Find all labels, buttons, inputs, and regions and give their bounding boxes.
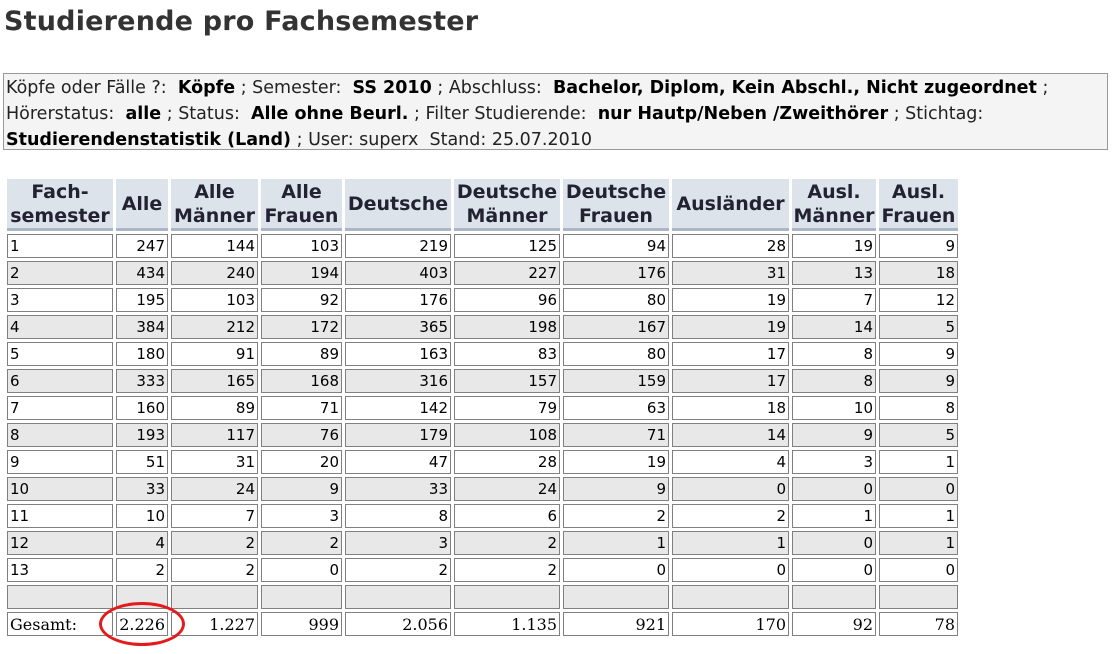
empty-cell <box>563 585 669 609</box>
table-row <box>7 558 958 582</box>
value-cell: 94 <box>563 234 669 258</box>
column-header-line: Alle <box>194 180 235 203</box>
value-cell: 434 <box>116 261 168 285</box>
value-cell: 9 <box>563 477 669 501</box>
value-cell: 4 <box>116 531 168 555</box>
value-cell: 24 <box>454 477 560 501</box>
semester-cell: 13 <box>7 558 113 582</box>
table-row <box>7 531 958 555</box>
value-cell: 103 <box>171 288 258 312</box>
students-table <box>4 176 961 639</box>
value-cell: 144 <box>171 234 258 258</box>
value-cell: 1 <box>563 531 669 555</box>
value-cell: 8 <box>792 342 876 366</box>
value-cell: 33 <box>116 477 168 501</box>
column-header <box>261 179 342 231</box>
value-cell: 2 <box>261 531 342 555</box>
value-cell: 0 <box>672 477 789 501</box>
empty-cell <box>7 585 113 609</box>
empty-cell <box>116 585 168 609</box>
abschluss-value: Bachelor, Diplom, Kein Abschl., Nicht zugeordnet <box>552 78 1037 98</box>
value-cell: 0 <box>879 558 958 582</box>
value-cell: 19 <box>563 450 669 474</box>
value-cell: 247 <box>116 234 168 258</box>
total-cell: 2.056 <box>345 612 451 636</box>
value-cell: 7 <box>171 504 258 528</box>
column-header-line: Ausl. <box>891 180 946 203</box>
value-cell: 212 <box>171 315 258 339</box>
value-cell: 4 <box>672 450 789 474</box>
value-cell: 96 <box>454 288 560 312</box>
table-row <box>7 288 958 312</box>
value-cell: 194 <box>261 261 342 285</box>
value-cell: 2 <box>563 504 669 528</box>
value-cell: 31 <box>672 261 789 285</box>
table-row <box>7 450 958 474</box>
value-cell: 10 <box>116 504 168 528</box>
total-cell: 1.135 <box>454 612 560 636</box>
value-cell: 176 <box>563 261 669 285</box>
column-header <box>7 179 113 231</box>
value-cell: 18 <box>879 261 958 285</box>
table-row <box>7 261 958 285</box>
column-header-line: Ausl. <box>807 180 861 203</box>
value-cell: 0 <box>563 558 669 582</box>
value-cell: 2 <box>171 558 258 582</box>
value-cell: 71 <box>563 423 669 447</box>
total-cell: 2.226 <box>116 612 168 636</box>
value-cell: 76 <box>261 423 342 447</box>
value-cell: 9 <box>879 234 958 258</box>
value-cell: 8 <box>879 396 958 420</box>
total-cell: 92 <box>792 612 876 636</box>
semester-cell: 3 <box>7 288 113 312</box>
separator: ; <box>437 78 444 98</box>
semester-cell: 9 <box>7 450 113 474</box>
totals-row <box>7 612 958 636</box>
empty-cell <box>171 585 258 609</box>
value-cell: 172 <box>261 315 342 339</box>
value-cell: 80 <box>563 288 669 312</box>
value-cell: 167 <box>563 315 669 339</box>
column-header-line: Frauen <box>264 204 339 227</box>
value-cell: 8 <box>792 369 876 393</box>
value-cell: 159 <box>563 369 669 393</box>
totals-label: Gesamt: <box>7 612 113 636</box>
value-cell: 20 <box>261 450 342 474</box>
value-cell: 28 <box>454 450 560 474</box>
filter-value: nur Hautp/Neben /Zweithörer <box>597 104 889 124</box>
value-cell: 0 <box>792 477 876 501</box>
value-cell: 2 <box>672 504 789 528</box>
value-cell: 31 <box>171 450 258 474</box>
value-cell: 2 <box>454 558 560 582</box>
column-header-line: Alle <box>281 180 322 203</box>
value-cell: 384 <box>116 315 168 339</box>
separator: ; <box>413 104 420 124</box>
total-cell: 78 <box>879 612 958 636</box>
value-cell: 9 <box>792 423 876 447</box>
hoererstatus-value: alle <box>125 104 162 124</box>
total-cell: 1.227 <box>171 612 258 636</box>
column-header <box>345 179 451 231</box>
semester-cell: 2 <box>7 261 113 285</box>
stand-text: Stand: 25.07.2010 <box>429 130 593 150</box>
value-cell: 5 <box>879 315 958 339</box>
status-value: Alle ohne Beurl. <box>251 104 409 124</box>
value-cell: 3 <box>792 450 876 474</box>
table-row <box>7 423 958 447</box>
column-header-line: Männer <box>173 204 256 227</box>
column-header-line: Deutsche <box>456 180 558 203</box>
table-row <box>7 396 958 420</box>
column-header <box>171 179 258 231</box>
value-cell: 168 <box>261 369 342 393</box>
semester-cell: 8 <box>7 423 113 447</box>
value-cell: 0 <box>879 477 958 501</box>
table-row <box>7 477 958 501</box>
column-header-line: Frauen <box>579 204 653 227</box>
column-header-line: Männer <box>466 204 548 227</box>
value-cell: 8 <box>345 504 451 528</box>
column-header <box>116 179 168 231</box>
filter-summary <box>3 73 1108 150</box>
column-header-line: Ausländer <box>676 192 785 215</box>
stichtag-value: Studierendenstatistik (Land) <box>6 130 292 150</box>
value-cell: 403 <box>345 261 451 285</box>
empty-cell <box>879 585 958 609</box>
value-cell: 89 <box>261 342 342 366</box>
value-cell: 163 <box>345 342 451 366</box>
empty-cell <box>792 585 876 609</box>
value-cell: 0 <box>672 558 789 582</box>
column-header-line: Männer <box>793 204 875 227</box>
value-cell: 14 <box>792 315 876 339</box>
value-cell: 18 <box>672 396 789 420</box>
value-cell: 198 <box>454 315 560 339</box>
separator: ; <box>893 104 900 124</box>
semester-cell: 7 <box>7 396 113 420</box>
hoererstatus-label: Hörerstatus: <box>6 104 115 124</box>
empty-cell <box>261 585 342 609</box>
table-header-row <box>7 179 958 231</box>
value-cell: 2 <box>345 558 451 582</box>
value-cell: 1 <box>879 531 958 555</box>
koepfe-value: Köpfe <box>177 78 236 98</box>
column-header-line: Deutsche <box>347 192 449 215</box>
value-cell: 19 <box>672 288 789 312</box>
total-cell: 170 <box>672 612 789 636</box>
table-row <box>7 315 958 339</box>
column-header-line: semester <box>10 204 110 227</box>
table-row <box>7 504 958 528</box>
value-cell: 193 <box>116 423 168 447</box>
koepfe-label: Köpfe oder Fälle ?: <box>6 78 167 98</box>
table-row <box>7 234 958 258</box>
value-cell: 80 <box>563 342 669 366</box>
status-label: Status: <box>178 104 240 124</box>
value-cell: 3 <box>345 531 451 555</box>
value-cell: 160 <box>116 396 168 420</box>
total-cell: 999 <box>261 612 342 636</box>
value-cell: 7 <box>792 288 876 312</box>
value-cell: 63 <box>563 396 669 420</box>
column-header-line: Frauen <box>881 204 956 227</box>
value-cell: 17 <box>672 342 789 366</box>
value-cell: 24 <box>171 477 258 501</box>
value-cell: 9 <box>261 477 342 501</box>
value-cell: 47 <box>345 450 451 474</box>
value-cell: 0 <box>792 531 876 555</box>
column-header <box>792 179 876 231</box>
separator: ; <box>296 130 303 150</box>
value-cell: 316 <box>345 369 451 393</box>
column-header <box>563 179 669 231</box>
value-cell: 240 <box>171 261 258 285</box>
empty-cell <box>454 585 560 609</box>
value-cell: 2 <box>454 531 560 555</box>
value-cell: 1 <box>792 504 876 528</box>
value-cell: 157 <box>454 369 560 393</box>
value-cell: 51 <box>116 450 168 474</box>
value-cell: 89 <box>171 396 258 420</box>
value-cell: 219 <box>345 234 451 258</box>
user-text: User: superx <box>308 130 419 150</box>
total-cell: 921 <box>563 612 669 636</box>
value-cell: 6 <box>454 504 560 528</box>
value-cell: 117 <box>171 423 258 447</box>
stichtag-label: Stichtag: <box>905 104 984 124</box>
separator: ; <box>166 104 173 124</box>
value-cell: 176 <box>345 288 451 312</box>
semester-cell: 6 <box>7 369 113 393</box>
table-row <box>7 342 958 366</box>
column-header-line: Fach- <box>31 180 89 203</box>
value-cell: 10 <box>792 396 876 420</box>
value-cell: 5 <box>879 423 958 447</box>
column-header <box>454 179 560 231</box>
value-cell: 103 <box>261 234 342 258</box>
table-body <box>7 234 958 636</box>
value-cell: 195 <box>116 288 168 312</box>
value-cell: 333 <box>116 369 168 393</box>
semester-cell: 4 <box>7 315 113 339</box>
value-cell: 165 <box>171 369 258 393</box>
value-cell: 0 <box>792 558 876 582</box>
column-header-line: Alle <box>121 192 163 215</box>
abschluss-label: Abschluss: <box>448 78 542 98</box>
semester-label: Semester: <box>252 78 342 98</box>
value-cell: 0 <box>261 558 342 582</box>
value-cell: 2 <box>171 531 258 555</box>
empty-row <box>7 585 958 609</box>
value-cell: 108 <box>454 423 560 447</box>
value-cell: 3 <box>261 504 342 528</box>
value-cell: 9 <box>879 369 958 393</box>
value-cell: 125 <box>454 234 560 258</box>
value-cell: 91 <box>171 342 258 366</box>
column-header <box>879 179 958 231</box>
value-cell: 180 <box>116 342 168 366</box>
value-cell: 19 <box>672 315 789 339</box>
value-cell: 33 <box>345 477 451 501</box>
separator: ; <box>1042 78 1049 98</box>
semester-cell: 1 <box>7 234 113 258</box>
value-cell: 92 <box>261 288 342 312</box>
semester-cell: 11 <box>7 504 113 528</box>
value-cell: 179 <box>345 423 451 447</box>
value-cell: 1 <box>879 504 958 528</box>
value-cell: 14 <box>672 423 789 447</box>
value-cell: 142 <box>345 396 451 420</box>
value-cell: 1 <box>879 450 958 474</box>
table-row <box>7 369 958 393</box>
value-cell: 13 <box>792 261 876 285</box>
value-cell: 17 <box>672 369 789 393</box>
semester-cell: 5 <box>7 342 113 366</box>
value-cell: 19 <box>792 234 876 258</box>
value-cell: 1 <box>672 531 789 555</box>
value-cell: 28 <box>672 234 789 258</box>
value-cell: 227 <box>454 261 560 285</box>
column-header <box>672 179 789 231</box>
value-cell: 9 <box>879 342 958 366</box>
empty-cell <box>672 585 789 609</box>
value-cell: 79 <box>454 396 560 420</box>
filter-label: Filter Studierende: <box>425 104 587 124</box>
semester-value: SS 2010 <box>352 78 432 98</box>
value-cell: 12 <box>879 288 958 312</box>
value-cell: 365 <box>345 315 451 339</box>
column-header-line: Deutsche <box>565 180 667 203</box>
value-cell: 83 <box>454 342 560 366</box>
semester-cell: 12 <box>7 531 113 555</box>
value-cell: 71 <box>261 396 342 420</box>
page-title: Studierende pro Fachsemester <box>4 6 479 37</box>
semester-cell: 10 <box>7 477 113 501</box>
value-cell: 2 <box>116 558 168 582</box>
separator: ; <box>240 78 247 98</box>
empty-cell <box>345 585 451 609</box>
